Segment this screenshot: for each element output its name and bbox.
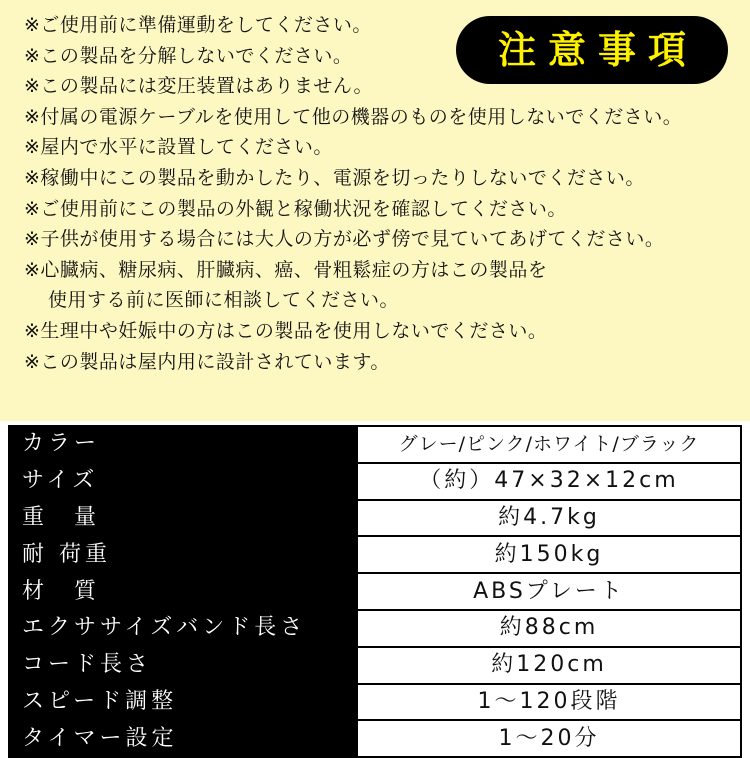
spec-row	[9, 426, 741, 463]
spec-label: カラー	[9, 426, 357, 463]
spec-row	[9, 684, 741, 721]
notice-line: 使用する前に医師に相談してください。	[48, 289, 400, 312]
notice-line: ※ご使用前にこの製品の外観と稼働状況を確認してください。	[24, 197, 567, 220]
notice-line: ※心臓病、糖尿病、肝臓病、癌、骨粗鬆症の方はこの製品を	[24, 258, 548, 281]
notice-line: ※付属の電源ケーブルを使用して他の機器のものを使用しないでください。	[24, 105, 683, 128]
spec-value: グレー/ピンク/ホワイト/ブラック	[357, 426, 741, 463]
spec-row	[9, 463, 741, 500]
spec-value: 約120cm	[357, 647, 741, 684]
spec-row	[9, 573, 741, 610]
spec-label: サイズ	[9, 463, 357, 500]
spec-label: コード長さ	[9, 647, 357, 684]
notice-line: ※この製品を分解しないでください。	[24, 44, 353, 67]
caution-badge: 注意事項	[456, 16, 728, 84]
notice-line: ※生理中や妊娠中の方はこの製品を使用しないでください。	[24, 319, 548, 342]
notice-line: ※子供が使用する場合には大人の方が必ず傍で見ていてあげてください。	[24, 228, 665, 251]
spec-row	[9, 500, 741, 537]
spec-value: 約4.7kg	[357, 500, 741, 537]
spec-label: 耐 荷重	[9, 536, 357, 573]
notice-line: ※ご使用前に準備運動をしてください。	[24, 14, 372, 36]
spec-row	[9, 647, 741, 684]
spec-value: 1～120段階	[357, 684, 741, 721]
spec-value: 約150kg	[357, 536, 741, 573]
spec-label: タイマー設定	[9, 720, 357, 757]
spec-value: 約88cm	[357, 610, 741, 647]
spec-table	[8, 425, 742, 758]
spec-value: 1～20分	[357, 720, 741, 757]
notice-line: ※稼働中にこの製品を動かしたり、電源を切ったりしないでください。	[24, 166, 645, 189]
spec-row	[9, 536, 741, 573]
spec-label: エクササイズバンド長さ	[9, 610, 357, 647]
spec-value: （約）47×32×12cm	[357, 463, 741, 500]
notice-line: ※この製品は屋内用に設計されています。	[24, 350, 390, 373]
notice-line: ※屋内で水平に設置してください。	[24, 136, 333, 159]
spec-value: ABSプレート	[357, 573, 741, 610]
spec-row	[9, 610, 741, 647]
spec-label: 材 質	[9, 573, 357, 610]
spec-row	[9, 720, 741, 757]
notice-line: ※この製品には変圧装置はありません。	[24, 75, 374, 98]
spec-label: スピード調整	[9, 684, 357, 721]
spec-label: 重 量	[9, 500, 357, 537]
